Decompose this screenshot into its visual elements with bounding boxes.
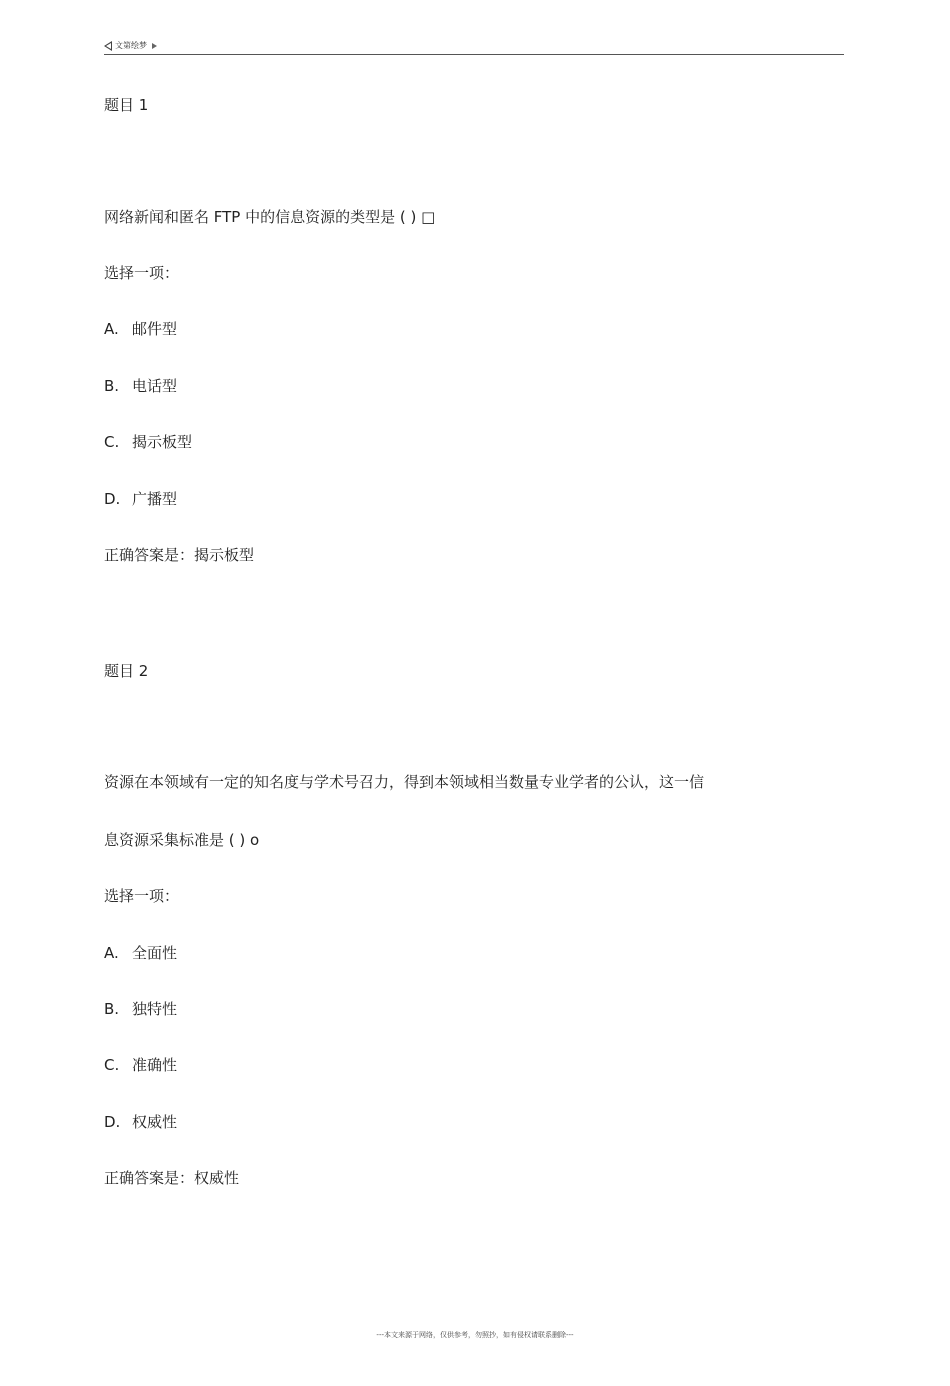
question-1-answer: 正确答案是：揭示板型 (104, 546, 255, 564)
header-content (104, 40, 157, 52)
option-text: 全面性 (132, 944, 178, 962)
question-2-answer: 正确答案是：权威性 (104, 1169, 240, 1187)
option-letter: B. (104, 377, 120, 395)
option-letter: A. (104, 944, 119, 962)
page-header (104, 40, 844, 55)
question-2-option-c[interactable] (104, 1055, 177, 1075)
question-1-option-d[interactable] (104, 489, 177, 509)
question-2-title: 题目 2 (104, 662, 149, 680)
option-text: 邮件型 (132, 320, 178, 338)
header-text: 文第绘梦 (115, 41, 147, 50)
option-text: 揭示板型 (132, 433, 193, 451)
page-footer: ---本文来源于网络，仅供参考，勿照抄，如有侵权请联系删除--- (376, 1331, 574, 1339)
option-letter: C. (104, 1056, 120, 1074)
option-letter: D. (104, 1113, 121, 1131)
question-1-option-a[interactable] (104, 319, 177, 339)
option-letter: D. (104, 490, 121, 508)
question-1-stem: 网络新闻和匿名 FTP 中的信息资源的类型是 ( ) □ (104, 208, 436, 226)
option-text: 广播型 (132, 490, 178, 508)
option-letter: B. (104, 1000, 120, 1018)
triangle-left-icon (104, 41, 112, 51)
option-text: 独特性 (132, 1000, 178, 1018)
question-2-stem-line-1: 资源在本领域有一定的知名度与学术号召力，得到本领域相当数量专业学者的公认，这一信 (104, 773, 705, 791)
option-letter: C. (104, 433, 120, 451)
question-2-option-a[interactable] (104, 943, 177, 963)
question-2-stem-line-2: 息资源采集标准是 ( ) o (104, 831, 260, 849)
question-1-option-c[interactable] (104, 432, 192, 452)
question-2-prompt: 选择一项： (104, 887, 180, 905)
option-text: 准确性 (132, 1056, 178, 1074)
question-2-option-b[interactable] (104, 999, 177, 1019)
question-1-title: 题目 1 (104, 96, 149, 114)
option-letter: A. (104, 320, 119, 338)
option-text: 权威性 (132, 1113, 178, 1131)
triangle-right-icon (152, 43, 157, 49)
question-2-option-d[interactable] (104, 1112, 177, 1132)
question-1-option-b[interactable] (104, 376, 177, 396)
question-1-prompt: 选择一项： (104, 264, 180, 282)
option-text: 电话型 (132, 377, 178, 395)
